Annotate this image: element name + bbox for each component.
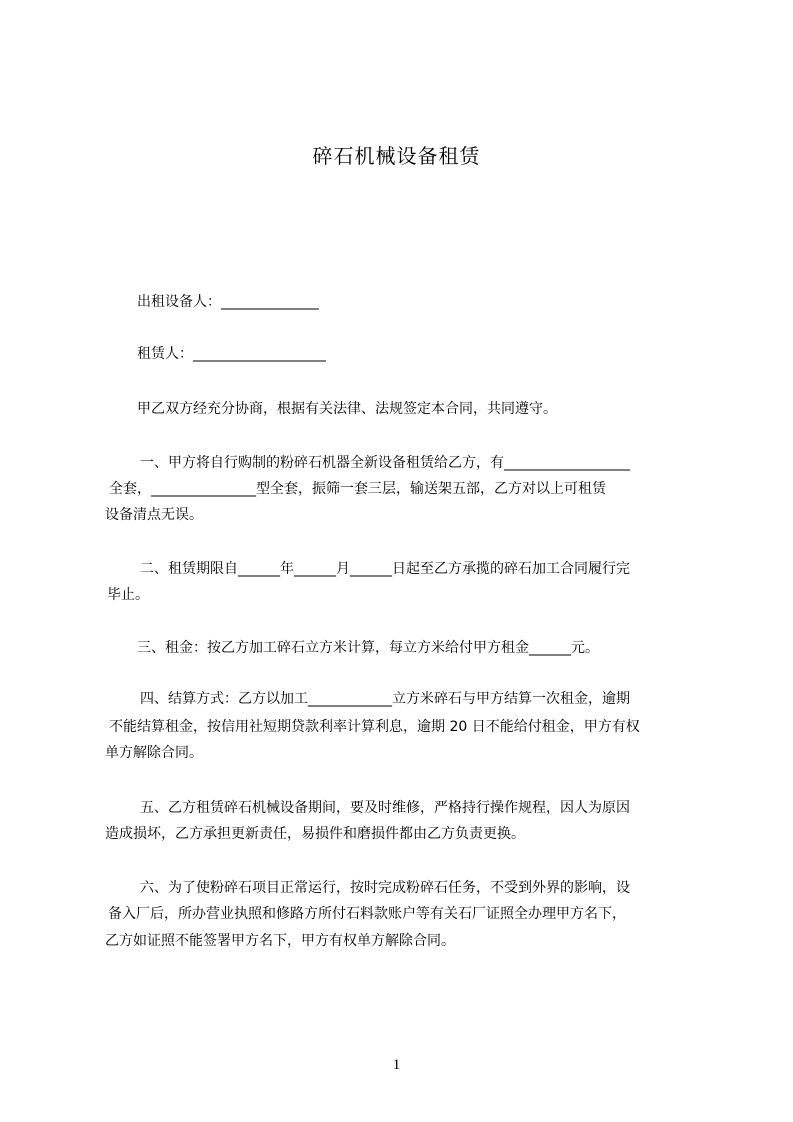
clause-1-line: 一、甲方将自行购制的粉碎石机器全新设备租赁给乙方，有__________________: [140, 455, 630, 471]
page-number: 1: [392, 1057, 401, 1073]
clause-4-line: 单方解除合同。: [105, 745, 203, 761]
clause-6-line: 六、为了使粉碎石项目正常运行，按时完成粉碎石任务，不受到外界的影响，设: [140, 880, 630, 896]
lessor-line: 出租设备人：______________: [137, 294, 319, 310]
document-title: 碎石机械设备租赁: [312, 144, 481, 168]
clause-1-line: 全套，_______________型全套，振筛一套三层，输送架五部，乙方对以上可租赁: [109, 481, 606, 497]
clause-6-line: 乙方如证照不能签署甲方名下，甲方有权单方解除合同。: [105, 933, 455, 949]
clause-5-line: 五、乙方租赁碎石机械设备期间，要及时维修，严格持行操作规程，因人为原因: [140, 800, 630, 816]
clause-1-line: 设备清点无误。: [105, 507, 203, 523]
clause-3-line: 三、租金：按乙方加工碎石立方米计算，每立方米给付甲方租金______元。: [137, 640, 599, 656]
clause-6-line: 备入厂后，所办营业执照和修路方所付石料款账户等有关石厂证照全办理甲方名下，: [108, 906, 626, 922]
intro-paragraph: 甲乙双方经充分协商，根据有关法律、法规签定本合同，共同遵守。: [137, 401, 557, 417]
clause-2-line: 毕止。: [107, 587, 149, 603]
clause-2-line: 二、租赁期限自______年______月______日起至乙方承揽的碎石加工合同履行完: [140, 561, 630, 577]
clause-4-line: 不能结算租金，按信用社短期贷款利率计算利息，逾期 20 日不能给付租金，甲方有权: [109, 719, 640, 735]
clause-4-line: 四、结算方式：乙方以加工____________立方米碎石与甲方结算一次租金，逾期: [140, 691, 630, 707]
clause-5-line: 造成损坏，乙方承担更新责任，易损件和磨损件都由乙方负责更换。: [105, 826, 525, 842]
lessee-line: 租赁人：___________________: [137, 346, 326, 362]
